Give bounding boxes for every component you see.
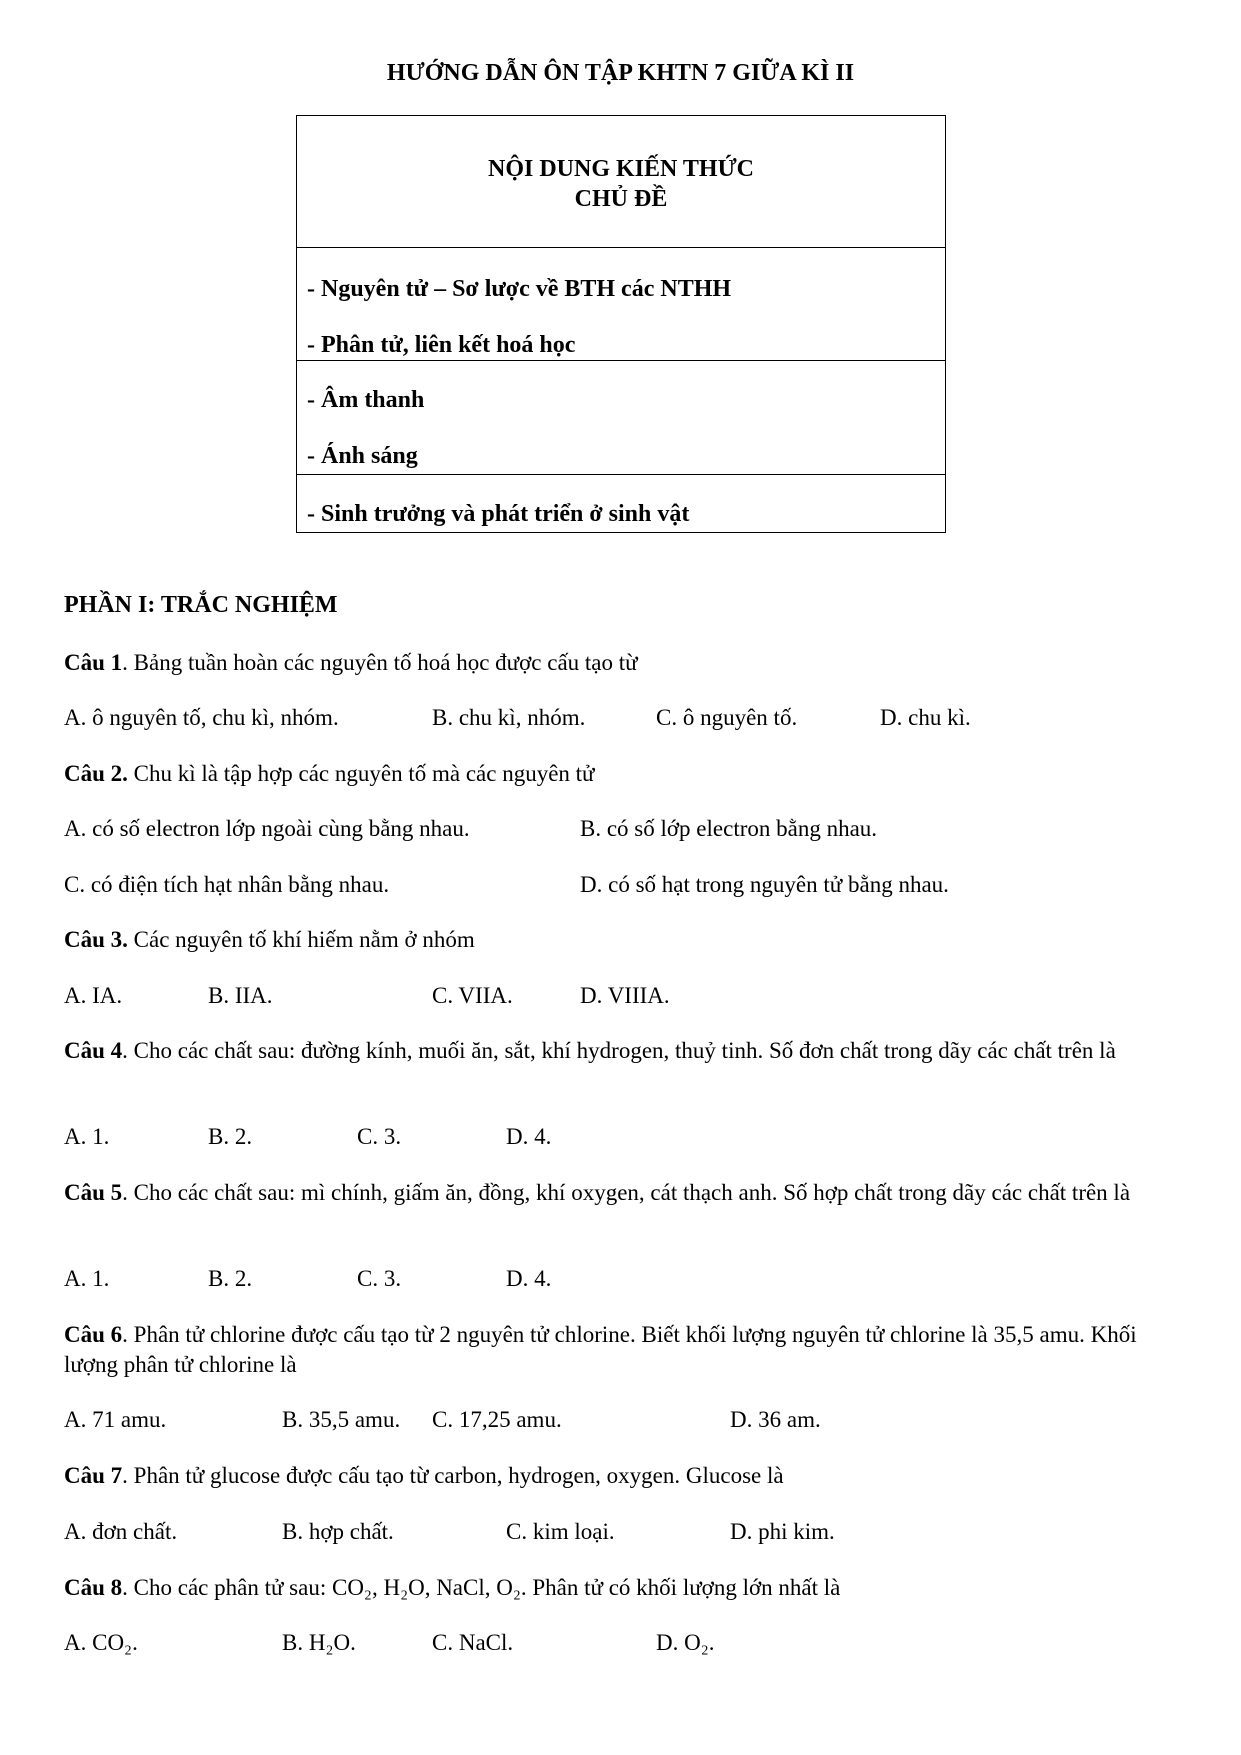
question-5 bbox=[64, 1178, 1184, 1208]
question-1 bbox=[64, 648, 1184, 678]
option-b: B. 2. bbox=[208, 1266, 253, 1291]
option-c: C. có điện tích hạt nhân bằng nhau. bbox=[64, 872, 390, 897]
question-label: Câu 5 bbox=[64, 1180, 123, 1205]
question-2 bbox=[64, 759, 1184, 789]
question-text: . Bảng tuần hoàn các nguyên tố hoá học được cấu tạo từ bbox=[122, 650, 638, 675]
topic-item: - Ánh sáng bbox=[307, 443, 418, 469]
table-row bbox=[297, 248, 946, 361]
question-label: Câu 6 bbox=[64, 1322, 123, 1347]
topic-item: - Phân tử, liên kết hoá học bbox=[307, 332, 576, 358]
option-c: C. NaCl. bbox=[432, 1630, 514, 1655]
section-title: PHẦN I: TRẮC NGHIỆM bbox=[64, 592, 338, 618]
option-d: D. phi kim. bbox=[730, 1519, 835, 1544]
option-b: B. có số lớp electron bằng nhau. bbox=[580, 816, 878, 841]
option-c: C. 3. bbox=[357, 1266, 402, 1291]
option-c: C. kim loại. bbox=[506, 1519, 615, 1544]
option-a: A. 1. bbox=[64, 1124, 110, 1149]
option-c: C. VIIA. bbox=[432, 983, 513, 1008]
option-d: D. 4. bbox=[506, 1124, 552, 1149]
option-a: A. 71 amu. bbox=[64, 1407, 167, 1432]
option-a: A. ô nguyên tố, chu kì, nhóm. bbox=[64, 705, 339, 730]
question-7 bbox=[64, 1461, 1184, 1491]
option-b: B. hợp chất. bbox=[282, 1519, 394, 1544]
question-8 bbox=[64, 1573, 1184, 1603]
question-3 bbox=[64, 925, 1184, 955]
question-6 bbox=[64, 1320, 1184, 1380]
option-c: C. 17,25 amu. bbox=[432, 1407, 562, 1432]
header-line-2: CHỦ ĐỀ bbox=[574, 186, 668, 212]
option-d: D. 36 am. bbox=[730, 1407, 821, 1432]
option-d: D. 4. bbox=[506, 1266, 552, 1291]
option-b: B. IIA. bbox=[208, 983, 273, 1008]
question-text: . Cho các chất sau: mì chính, giấm ăn, đồng, khí oxygen, cát thạch anh. Số hợp chất trong dãy các chất trên là bbox=[122, 1180, 1131, 1205]
table-header bbox=[297, 116, 946, 248]
option-d: D. O₂. bbox=[656, 1630, 715, 1655]
option-d: D. VIIIA. bbox=[580, 983, 670, 1008]
question-text: . Cho các chất sau: đường kính, muối ăn, sắt, khí hydrogen, thuỷ tinh. Số đơn chất trong dãy các chất trên là bbox=[122, 1038, 1116, 1063]
question-text: . Phân tử glucose được cấu tạo từ carbon, hydrogen, oxygen. Glucose là bbox=[122, 1463, 784, 1488]
option-c: C. ô nguyên tố. bbox=[656, 705, 798, 730]
option-d: D. có số hạt trong nguyên tử bằng nhau. bbox=[580, 872, 949, 897]
topic-item: - Sinh trưởng và phát triển ở sinh vật bbox=[307, 501, 690, 527]
option-b: B. 2. bbox=[208, 1124, 253, 1149]
question-label: Câu 4 bbox=[64, 1038, 123, 1063]
question-label: Câu 7 bbox=[64, 1463, 123, 1488]
option-a: A. có số electron lớp ngoài cùng bằng nhau. bbox=[64, 816, 470, 841]
topic-item: - Nguyên tử – Sơ lược về BTH các NTHH bbox=[307, 276, 732, 302]
option-a: A. IA. bbox=[64, 983, 123, 1008]
option-c: C. 3. bbox=[357, 1124, 402, 1149]
question-label: Câu 2. bbox=[64, 761, 128, 786]
option-b: B. H₂O. bbox=[282, 1630, 356, 1655]
question-label: Câu 1 bbox=[64, 650, 123, 675]
question-text: . Phân tử chlorine được cấu tạo từ 2 nguyên tử chlorine. Biết khối lượng nguyên tử chlorine là 35,5 amu. Khối lượng phân tử chlorine là bbox=[64, 1322, 1137, 1377]
question-4 bbox=[64, 1036, 1184, 1066]
option-b: B. chu kì, nhóm. bbox=[432, 705, 586, 730]
table-row bbox=[297, 361, 946, 475]
question-label: Câu 3. bbox=[64, 927, 128, 952]
option-a: A. 1. bbox=[64, 1266, 110, 1291]
question-text: Các nguyên tố khí hiếm nằm ở nhóm bbox=[127, 927, 475, 952]
option-b: B. 35,5 amu. bbox=[282, 1407, 401, 1432]
topic-item: - Âm thanh bbox=[307, 387, 425, 413]
question-label: Câu 8 bbox=[64, 1575, 123, 1600]
document-title: HƯỚNG DẪN ÔN TẬP KHTN 7 GIỮA KÌ II bbox=[386, 60, 855, 86]
option-d: D. chu kì. bbox=[880, 705, 971, 730]
question-text: Chu kì là tập hợp các nguyên tố mà các nguyên tử bbox=[127, 761, 595, 786]
table-row bbox=[297, 475, 946, 533]
question-text: . Cho các phân tử sau: CO₂, H₂O, NaCl, O₂. Phân tử có khối lượng lớn nhất là bbox=[122, 1575, 841, 1600]
option-a: A. đơn chất. bbox=[64, 1519, 178, 1544]
option-a: A. CO₂. bbox=[64, 1630, 138, 1655]
header-line-1: NỘI DUNG KIẾN THỨC bbox=[487, 156, 755, 182]
topic-table bbox=[296, 115, 946, 533]
